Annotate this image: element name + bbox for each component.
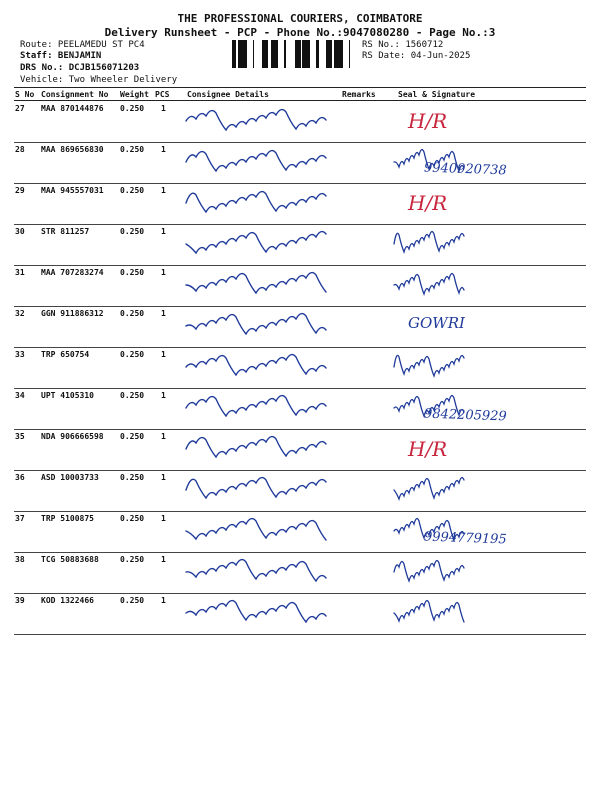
barcode <box>232 40 356 68</box>
row-weight: 0.250 <box>120 514 145 523</box>
barcode-bar <box>265 40 266 68</box>
barcode-bar <box>272 40 274 68</box>
seal-signature <box>394 101 584 142</box>
row-pcs: 1 <box>161 186 166 195</box>
row-sno: 39 <box>15 596 25 605</box>
barcode-bar <box>298 40 301 68</box>
route-label: Route: PEELAMEDU ST PC4 <box>20 40 145 50</box>
row-weight: 0.250 <box>120 391 145 400</box>
row-pcs: 1 <box>161 350 166 359</box>
header-top-rule <box>14 87 586 88</box>
row-weight: 0.250 <box>120 432 145 441</box>
row-pcs: 1 <box>161 268 166 277</box>
table-row <box>14 429 586 471</box>
row-pcs: 1 <box>161 391 166 400</box>
barcode-bar <box>308 40 310 68</box>
table-row <box>14 265 586 307</box>
barcode-bar <box>266 40 268 68</box>
table-row <box>14 347 586 389</box>
barcode-bar <box>316 40 319 68</box>
seal-signature <box>394 552 584 593</box>
barcode-bar <box>271 40 272 68</box>
consignee-signature <box>186 552 336 593</box>
column-header-pcs: PCS <box>155 90 170 99</box>
row-consignment-no: GGN 911886312 <box>41 309 104 318</box>
rs-date-label: RS Date: 04-Jun-2025 <box>362 51 471 61</box>
row-weight: 0.250 <box>120 227 145 236</box>
table-row <box>14 101 586 143</box>
row-weight: 0.250 <box>120 145 145 154</box>
row-pcs: 1 <box>161 514 166 523</box>
row-consignment-no: NDA 906666598 <box>41 432 104 441</box>
column-header-sno: S No <box>15 90 35 99</box>
row-consignment-no: TRP 650754 <box>41 350 90 359</box>
consignee-signature <box>186 224 336 265</box>
barcode-bar <box>284 40 286 68</box>
table-row <box>14 552 586 594</box>
table-row <box>14 224 586 266</box>
barcode-bar <box>334 40 337 68</box>
seal-signature <box>394 347 584 388</box>
row-pcs: 1 <box>161 309 166 318</box>
row-sno: 32 <box>15 309 25 318</box>
row-consignment-no: KOD 1322466 <box>41 596 94 605</box>
row-pcs: 1 <box>161 596 166 605</box>
barcode-bar <box>296 40 298 68</box>
row-weight: 0.250 <box>120 555 145 564</box>
row-consignment-no: UPT 4105310 <box>41 391 94 400</box>
consignee-signature <box>186 183 336 224</box>
row-sno: 38 <box>15 555 25 564</box>
seal-signature <box>394 511 584 552</box>
consignee-signature <box>186 101 336 142</box>
row-consignment-no: TRP 5100875 <box>41 514 94 523</box>
row-weight: 0.250 <box>120 309 145 318</box>
barcode-bar <box>326 40 328 68</box>
row-consignment-no: MAA 870144876 <box>41 104 104 113</box>
barcode-bar <box>295 40 296 68</box>
seal-signature <box>394 388 584 429</box>
seal-signature <box>394 429 584 470</box>
barcode-bar <box>244 40 247 68</box>
seal-text: H/R <box>408 109 448 133</box>
row-weight: 0.250 <box>120 596 145 605</box>
table-row <box>14 388 586 430</box>
consignee-signature <box>186 142 336 183</box>
row-sno: 34 <box>15 391 25 400</box>
barcode-bar <box>302 40 304 68</box>
seal-signature <box>394 183 584 224</box>
barcode-bar <box>274 40 277 68</box>
vehicle-label: Vehicle: Two Wheeler Delivery <box>20 75 178 85</box>
barcode-bar <box>235 40 236 68</box>
seal-phone-number: 9842205929 <box>423 406 507 425</box>
table-row <box>14 511 586 553</box>
seal-signature <box>394 470 584 511</box>
seal-signature <box>394 306 584 347</box>
consignee-signature <box>186 593 336 634</box>
barcode-bar <box>337 40 338 68</box>
barcode-bar <box>238 40 241 68</box>
seal-signature <box>394 593 584 634</box>
seal-text: H/R <box>408 437 448 461</box>
seal-text: H/R <box>408 191 448 215</box>
row-consignment-no: ASD 10003733 <box>41 473 99 482</box>
drs-label: DRS No.: DCJB156071203 <box>20 63 140 73</box>
table-row <box>14 593 586 635</box>
consignee-signature <box>186 347 336 388</box>
consignee-signature <box>186 306 336 347</box>
row-weight: 0.250 <box>120 104 145 113</box>
consignee-signature <box>186 511 336 552</box>
consignee-signature <box>186 470 336 511</box>
barcode-bar <box>340 40 343 68</box>
seal-phone-number: 9940920738 <box>423 160 507 179</box>
row-consignment-no: MAA 707283274 <box>41 268 104 277</box>
seal-text: GOWRI <box>408 314 465 332</box>
staff-label: Staff: BENJAMIN <box>20 51 102 61</box>
row-weight: 0.250 <box>120 350 145 359</box>
row-sno: 35 <box>15 432 25 441</box>
column-header-weight: Weight <box>120 90 149 99</box>
barcode-bar <box>242 40 244 68</box>
consignee-signature <box>186 388 336 429</box>
barcode-bar <box>331 40 332 68</box>
row-pcs: 1 <box>161 555 166 564</box>
row-pcs: 1 <box>161 104 166 113</box>
row-sno: 37 <box>15 514 25 523</box>
row-weight: 0.250 <box>120 473 145 482</box>
barcode-bar <box>328 40 331 68</box>
row-pcs: 1 <box>161 473 166 482</box>
column-header-consignment: Consignment No <box>41 90 109 99</box>
seal-phone-number: 9994779195 <box>423 529 507 548</box>
row-consignment-no: STR 811257 <box>41 227 90 236</box>
row-sno: 27 <box>15 104 25 113</box>
company-title: THE PROFESSIONAL COURIERS, COIMBATORE <box>177 12 423 25</box>
barcode-bar <box>338 40 340 68</box>
row-weight: 0.250 <box>120 186 145 195</box>
rs-no-label: RS No.: 1560712 <box>362 40 444 50</box>
table-row <box>14 470 586 512</box>
row-consignment-no: TCG 50883688 <box>41 555 99 564</box>
row-pcs: 1 <box>161 432 166 441</box>
column-header-remarks: Remarks <box>342 90 376 99</box>
runsheet-title: Delivery Runsheet - PCP - Phone No.:9047080280 - Page No.:3 <box>104 26 496 39</box>
column-header-seal: Seal & Signature <box>398 90 476 99</box>
barcode-bar <box>277 40 278 68</box>
row-sno: 29 <box>15 186 25 195</box>
row-sno: 28 <box>15 145 25 154</box>
table-row <box>14 183 586 225</box>
barcode-bar <box>349 40 350 68</box>
row-consignment-no: MAA 945557031 <box>41 186 104 195</box>
barcode-bar <box>307 40 308 68</box>
barcode-bar <box>232 40 235 68</box>
consignee-signature <box>186 265 336 306</box>
row-sno: 31 <box>15 268 25 277</box>
barcode-bar <box>241 40 242 68</box>
seal-signature <box>394 224 584 265</box>
table-row <box>14 142 586 184</box>
row-sno: 36 <box>15 473 25 482</box>
seal-signature <box>394 265 584 306</box>
row-pcs: 1 <box>161 145 166 154</box>
barcode-bar <box>304 40 307 68</box>
consignee-signature <box>186 429 336 470</box>
row-pcs: 1 <box>161 227 166 236</box>
table-row <box>14 306 586 348</box>
row-consignment-no: MAA 869656830 <box>41 145 104 154</box>
row-sno: 33 <box>15 350 25 359</box>
seal-signature <box>394 142 584 183</box>
barcode-bar <box>253 40 254 68</box>
row-sno: 30 <box>15 227 25 236</box>
row-weight: 0.250 <box>120 268 145 277</box>
column-header-consignee: Consignee Details <box>187 90 269 99</box>
barcode-bar <box>262 40 265 68</box>
